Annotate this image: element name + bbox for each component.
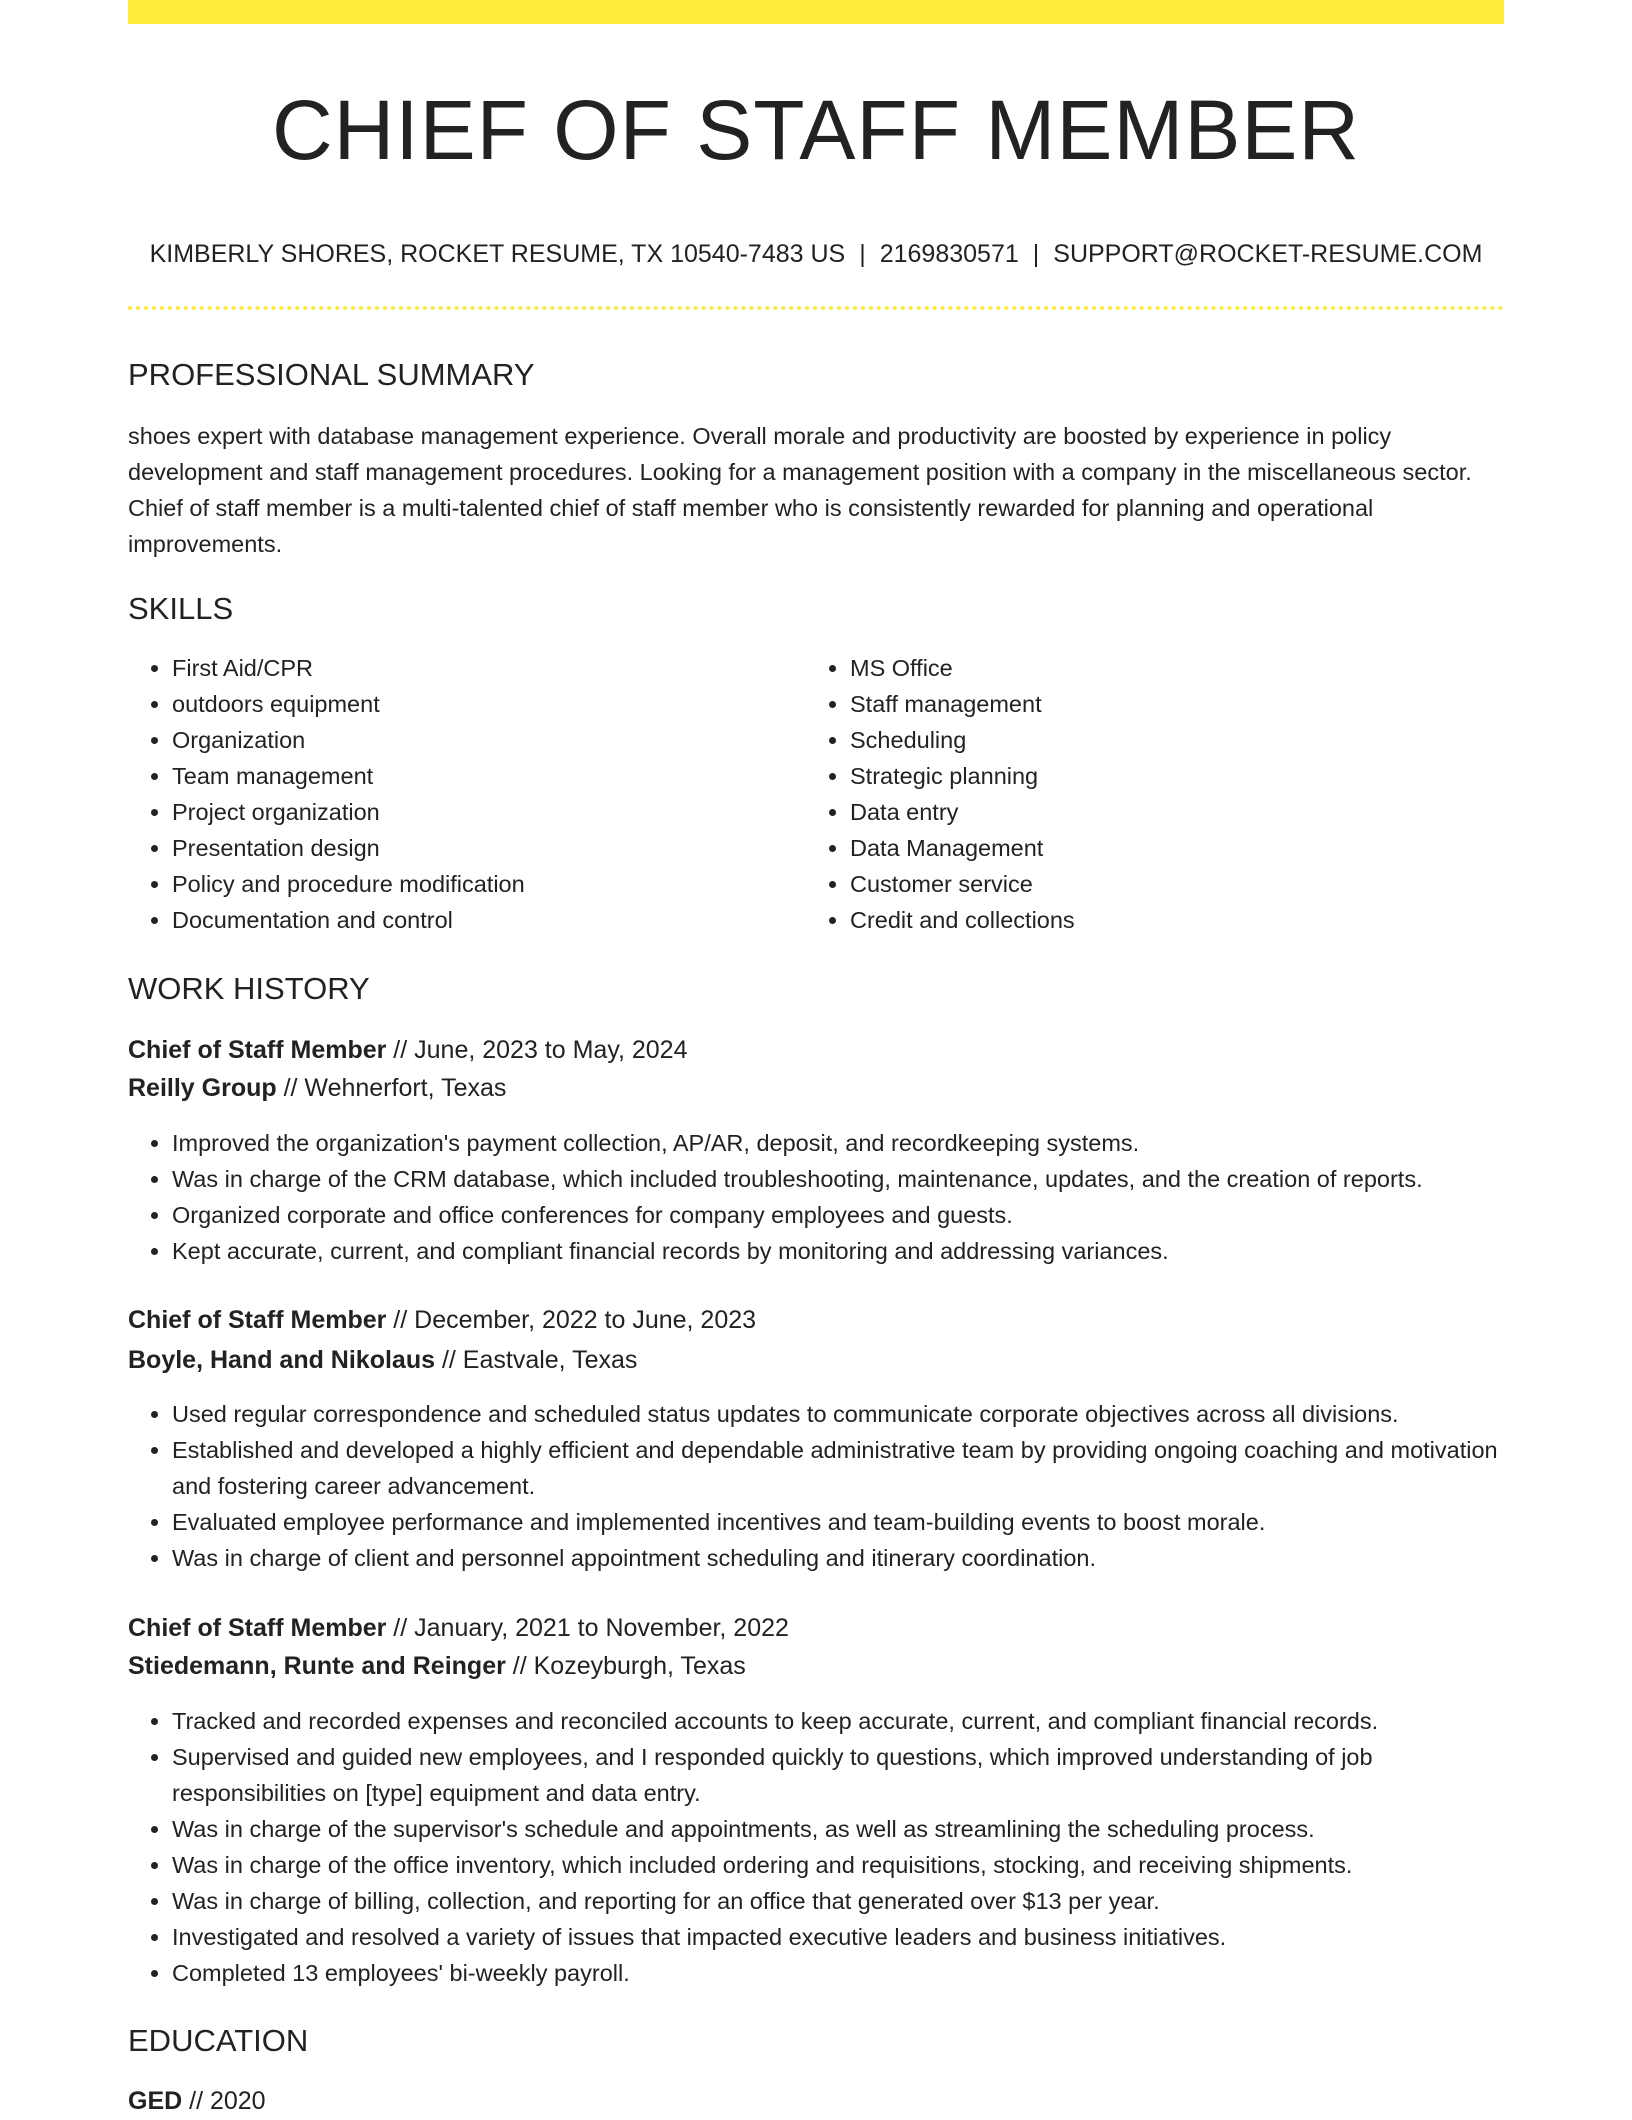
- skill-item: • Policy and procedure modification: [172, 866, 806, 902]
- skill-item: • Credit and collections: [850, 902, 1484, 938]
- contact-separator: |: [859, 240, 866, 268]
- job-title: Chief of Staff Member: [128, 1614, 387, 1642]
- job-dates: // June, 2023 to May, 2024: [386, 1036, 688, 1064]
- skill-item: • Strategic planning: [850, 758, 1484, 794]
- skill-item: • Organization: [172, 722, 806, 758]
- job-bullet: • Was in charge of client and personnel appointment scheduling and itinerary coordination.: [172, 1540, 1504, 1576]
- job-bullets: [128, 1396, 1504, 1576]
- summary-heading: PROFESSIONAL SUMMARY: [128, 357, 535, 392]
- skills-column-left: [128, 650, 806, 938]
- skill-item: • Staff management: [850, 686, 1484, 722]
- job-company-line: [128, 1647, 746, 1685]
- job-title-line: [128, 1609, 789, 1647]
- skill-item: • Project organization: [172, 794, 806, 830]
- skill-item: • Documentation and control: [172, 902, 806, 938]
- skills-column-right: [806, 650, 1484, 938]
- job-company: Boyle, Hand and Nikolaus: [128, 1346, 436, 1374]
- skill-item: • First Aid/CPR: [172, 650, 806, 686]
- job-location: // Eastvale, Texas: [435, 1346, 638, 1374]
- job-title: Chief of Staff Member: [128, 1036, 387, 1064]
- skill-item: • Team management: [172, 758, 806, 794]
- job-bullet: • Used regular correspondence and scheduled status updates to communicate corporate objectives across all divisions.: [172, 1396, 1504, 1432]
- job-location: // Wehnerfort, Texas: [276, 1074, 507, 1102]
- job-bullet: • Established and developed a highly efficient and dependable administrative team by providing ongoing coaching and motivation and fostering career advancement.: [172, 1432, 1504, 1504]
- skill-item: • Data Management: [850, 830, 1484, 866]
- job-title-line: [128, 1031, 687, 1069]
- summary-text: shoes expert with database management experience. Overall morale and productivity are boosted by experience in policy development and staff management procedures. Looking for a management position with a company in the miscellaneous sector. Chief of staff member is a multi-talented chief of staff member who is consistently rewarded for planning and operational improvements.: [128, 423, 1472, 557]
- education-year: // 2020: [182, 2087, 266, 2115]
- education-heading: EDUCATION: [128, 2023, 309, 2058]
- skill-item: • outdoors equipment: [172, 686, 806, 722]
- skill-item: • Scheduling: [850, 722, 1484, 758]
- work-heading: WORK HISTORY: [128, 971, 370, 1006]
- skill-item: • Presentation design: [172, 830, 806, 866]
- job-bullets: [128, 1703, 1504, 1991]
- job-company-line: [128, 1069, 506, 1107]
- job-company-line: [128, 1341, 637, 1379]
- contact-email: SUPPORT@ROCKET-RESUME.COM: [1053, 240, 1483, 268]
- dotted-divider: [128, 306, 1504, 310]
- skill-item: • Customer service: [850, 866, 1484, 902]
- job-company: Reilly Group: [128, 1074, 277, 1102]
- contact-phone: 2169830571: [879, 240, 1019, 268]
- contact-line: [128, 236, 1504, 272]
- job-bullet: • Was in charge of the CRM database, which included troubleshooting, maintenance, updates, and the creation of reports.: [172, 1161, 1504, 1197]
- contact-separator: |: [1032, 240, 1040, 268]
- job-company: Stiedemann, Runte and Reinger: [128, 1652, 506, 1680]
- contact-address: KIMBERLY SHORES, ROCKET RESUME, TX 10540-7483 US: [149, 240, 846, 268]
- education-line: [128, 2082, 266, 2120]
- skill-item: • Data entry: [850, 794, 1484, 830]
- skills-columns: [128, 650, 1504, 938]
- skills-list-left: [128, 650, 806, 938]
- job-bullet: • Supervised and guided new employees, and I responded quickly to questions, which improved understanding of job responsibilities on [type] equipment and data entry.: [172, 1739, 1504, 1811]
- job-location: // Kozeyburgh, Texas: [505, 1652, 746, 1680]
- job-bullet: • Was in charge of the supervisor's schedule and appointments, as well as streamlining the scheduling process.: [172, 1811, 1504, 1847]
- job-bullet: • Investigated and resolved a variety of issues that impacted executive leaders and business initiatives.: [172, 1919, 1504, 1955]
- job-bullet: • Kept accurate, current, and compliant financial records by monitoring and addressing variances.: [172, 1233, 1504, 1269]
- job-title-line: [128, 1301, 756, 1339]
- page-title: CHIEF OF STAFF MEMBER: [271, 83, 1361, 177]
- skill-item: • MS Office: [850, 650, 1484, 686]
- job-bullet: • Organized corporate and office conferences for company employees and guests.: [172, 1197, 1504, 1233]
- job-bullet: • Completed 13 employees' bi-weekly payroll.: [172, 1955, 1504, 1991]
- job-bullet: • Evaluated employee performance and implemented incentives and team-building events to boost morale.: [172, 1504, 1504, 1540]
- accent-bar: [128, 0, 1504, 24]
- skills-heading: SKILLS: [128, 591, 234, 626]
- job-title: Chief of Staff Member: [128, 1306, 387, 1334]
- job-bullet: • Was in charge of billing, collection, and reporting for an office that generated over $13 per year.: [172, 1883, 1504, 1919]
- education-degree: GED: [128, 2087, 183, 2115]
- job-bullet: • Improved the organization's payment collection, AP/AR, deposit, and recordkeeping systems.: [172, 1125, 1504, 1161]
- job-bullet: • Was in charge of the office inventory, which included ordering and requisitions, stocking, and receiving shipments.: [172, 1847, 1504, 1883]
- job-bullets: [128, 1125, 1504, 1269]
- job-dates: // January, 2021 to November, 2022: [386, 1614, 789, 1642]
- job-bullet: • Tracked and recorded expenses and reconciled accounts to keep accurate, current, and compliant financial records.: [172, 1703, 1504, 1739]
- job-dates: // December, 2022 to June, 2023: [386, 1306, 757, 1334]
- skills-list-right: [806, 650, 1484, 938]
